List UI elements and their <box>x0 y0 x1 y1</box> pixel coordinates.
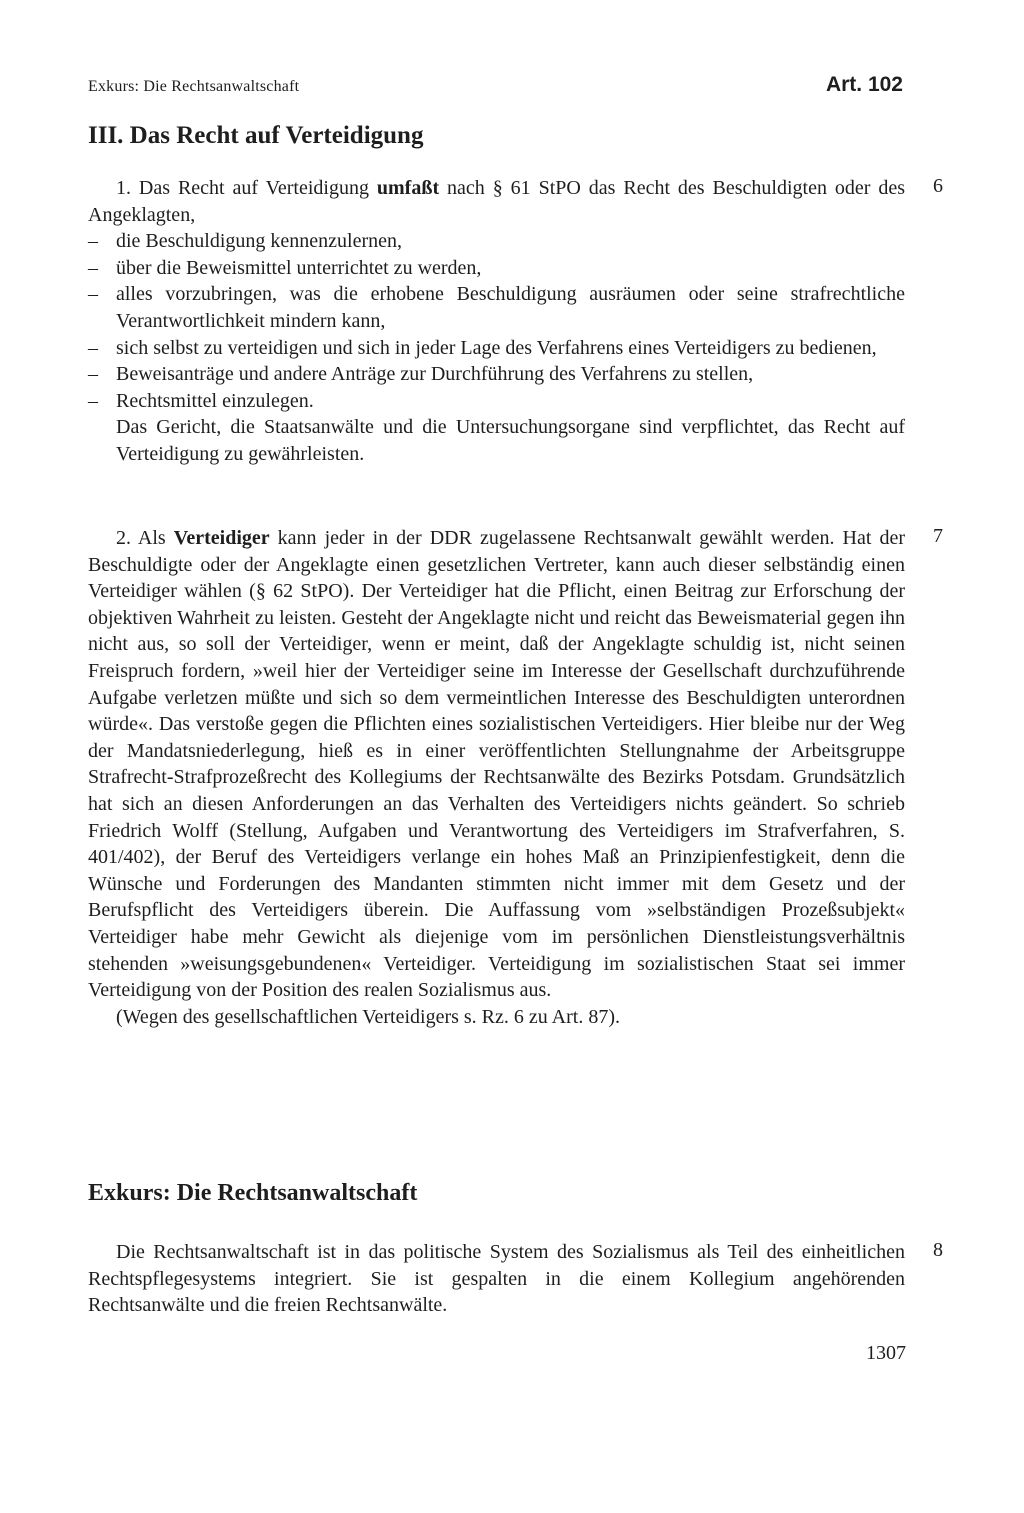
paragraph-1-closing: Das Gericht, die Staatsanwälte und die Untersuchungsorgane sind verpflichtet, das Recht auf Verteidigung zu gewährleisten. <box>116 416 905 465</box>
paragraph-2-lead-start: 2. Als <box>116 527 174 549</box>
paragraph-2 <box>88 525 905 1030</box>
paragraph-2-keyword: Verteidiger <box>173 527 270 549</box>
paragraph-2-text: kann jeder in der DDR zugelassene Rechtsanwalt gewählt werden. Hat der Beschuldigte oder der Angeklagte einen gesetzlichen Vertreter, kann auch dieser selbständig einen Verteidiger wählen (§ 62 StPO). Der Verteidiger hat die Pflicht, einen Beitrag zur Erforschung der objektiven Wahrheit zu leisten. Gesteht der Angeklagte nicht und reicht das Beweismaterial gegen ihn nicht aus, so soll der Verteidiger, wenn er meint, daß der Angeklagte schuldig ist, nicht seinen Freispruch fordern, »weil hier der Verteidiger seine im Interesse der Gesellschaft durchzuführende Aufgabe verletzen müßte und sich so dem vermeintlichen Interesse des Beschuldigten unterordnen würde«. Das verstoße gegen die Pflichten eines sozialistischen Verteidigers. Hier bleibe nur der Weg der Mandatsniederlegung, hieß es in einer veröffentlichten Stellungnahme der Arbeitsgruppe Strafrecht-Strafprozeßrecht des Kollegiums der Rechtsanwälte des Bezirks Potsdam. Grundsätzlich hat sich an diesen Anforderungen an das Verhalten des Verteidigers nichts geändert. So schrieb Friedrich Wolff (Stellung, Aufgaben und Verantwortung des Verteidigers im Strafverfahren, S. 401/402), der Beruf des Verteidigers verlange ein hohes Maß an Prinzipienfestigkeit, denn die Wünsche und Forderungen des Mandanten stimmten nicht immer mit dem Gesetz und der Berufspflicht des Verteidigers überein. Die Auffassung vom »selbständigen Prozeßsubjekt« Verteidiger habe mehr Gewicht als diejenige vom im persönlichen Dienstleistungsverhältnis stehenden »weisungsgebundenen« Verteidiger. Verteidigung im sozialistischen Staat sei immer Verteidigung von der Position des realen Sozialismus aus. <box>88 527 905 1002</box>
rights-list <box>88 228 905 414</box>
excursus-paragraph: Die Rechtsanwaltschaft ist in das politische System des Sozialismus als Teil des einheitlichen Rechtspflegesystems integriert. Sie ist gespalten in die einem Kollegium angehörenden Rechtsanwälte und die freien Rechtsanwälte. <box>88 1241 905 1317</box>
list-item: – sich selbst zu verteidigen und sich in jeder Lage des Verfahrens eines Verteidigers zu bedienen, <box>88 335 905 362</box>
margin-number-8: 8 <box>933 1239 943 1261</box>
page-number: 1307 <box>866 1342 906 1364</box>
list-item: – über die Beweismittel unterrichtet zu werden, <box>88 255 905 282</box>
list-item: – die Beschuldigung kennenzulernen, <box>88 228 905 255</box>
running-head: Exkurs: Die Rechtsanwaltschaft <box>88 78 300 95</box>
list-item: – Beweisanträge und andere Anträge zur Durchführung des Verfahrens zu stellen, <box>88 361 905 388</box>
paragraph-1-lead-rest: nach § 61 StPO das Recht des Beschuldigten oder des Angeklagten, <box>88 177 905 226</box>
paragraph-1-lead-start: 1. Das Recht auf Verteidigung <box>116 177 377 199</box>
list-item: – Rechtsmittel einzulegen. <box>88 388 905 415</box>
excursus-heading: Exkurs: Die Rechtsanwaltschaft <box>88 1180 418 1206</box>
article-label: Art. 102 <box>825 73 903 96</box>
paragraph-1-lead <box>88 175 905 228</box>
section-heading: III. Das Recht auf Verteidigung <box>88 122 424 149</box>
margin-number-6: 6 <box>933 175 943 197</box>
paragraph-1-keyword: umfaßt <box>376 177 440 199</box>
paragraph-2-body <box>88 525 905 1004</box>
list-item: – alles vorzubringen, was die erhobene Beschuldigung ausräumen oder seine strafrechtliche Verantwortlichkeit mindern kann, <box>88 281 905 334</box>
paragraph-2-note: (Wegen des gesellschaftlichen Verteidigers s. Rz. 6 zu Art. 87). <box>116 1005 620 1028</box>
paragraph-1 <box>88 175 905 468</box>
margin-number-7: 7 <box>933 525 943 547</box>
